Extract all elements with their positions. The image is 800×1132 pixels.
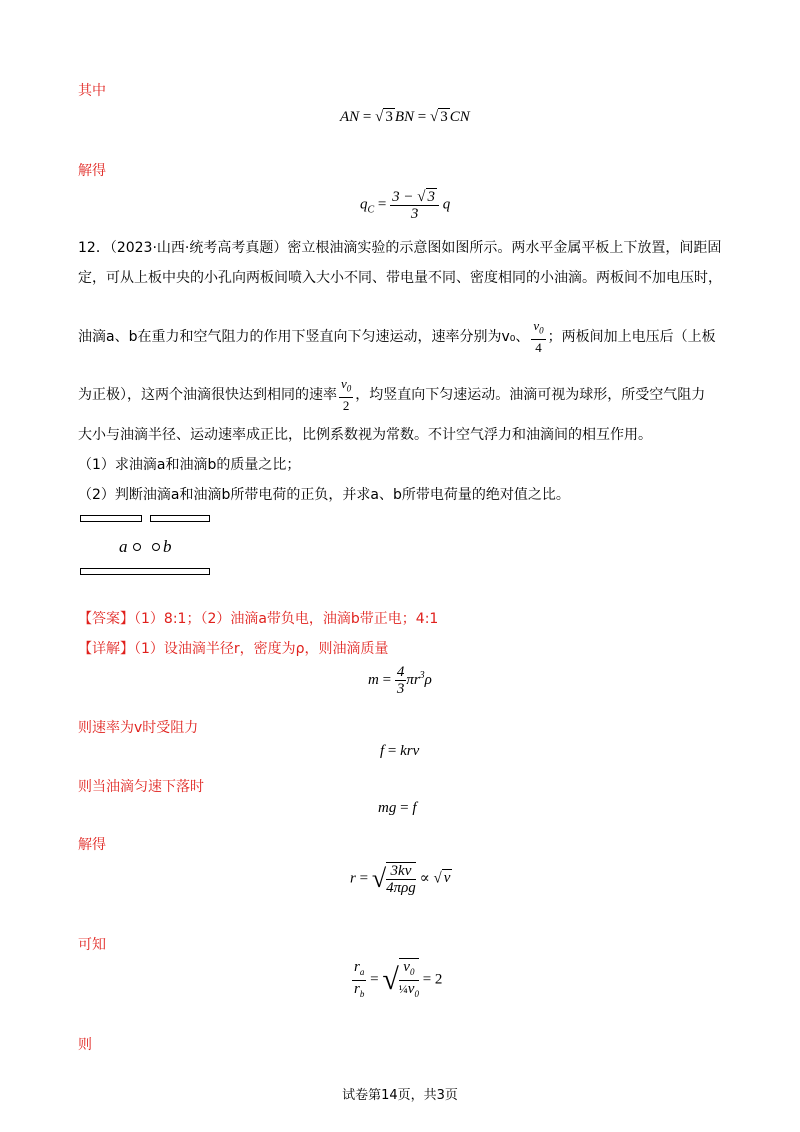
label-kezhi: 可知 xyxy=(78,937,106,953)
equation-an-bn-cn: AN = √ 3 BN = √ 3 CN xyxy=(340,109,470,125)
detail-tag: 【详解】 xyxy=(78,641,134,657)
problem-source: （2023·山西·统考高考真题） xyxy=(109,240,288,256)
label-qizhong: 其中 xyxy=(78,83,106,99)
upper-plate-left xyxy=(80,515,142,522)
equation-balance: mg = f xyxy=(378,800,417,816)
detail-text: （1）设油滴半径r，密度为ρ，则油滴质量 xyxy=(134,641,389,657)
equation-drag: f = krv xyxy=(380,743,420,759)
question-2: （2）判断油滴a和油滴b所带电荷的正负，并求a、b所带电荷量的绝对值之比。 xyxy=(78,487,570,503)
label-jiede-1: 解得 xyxy=(78,163,106,179)
lower-plate xyxy=(80,568,210,575)
problem-line-5: 大小与油滴半径、运动速率成正比，比例系数视为常数。不计空气浮力和油滴间的相互作用。 xyxy=(78,427,652,443)
page-footer: 试卷第14页，共3页 xyxy=(342,1088,458,1103)
problem-line-4: 为正极），这两个油滴很快达到相同的速率 $\frac{v_0}{2}$ ，均竖直向下匀速运动。油滴可视为球形，所受空气阻力 xyxy=(78,376,706,413)
equation-ratio: $\frac{r_a}{r_b}$ = √ $\frac{v_0}{\frac{1}{4}v_0}$ = 2 xyxy=(352,958,442,1002)
droplet-a xyxy=(133,543,141,551)
droplet-label-a: a xyxy=(119,537,128,556)
problem-line-2: 定，可从上板中央的小孔向两板间喷入大小不同、带电量不同、密度相同的小油滴。两板间不加电压时， xyxy=(78,270,722,286)
detail-line xyxy=(78,638,389,658)
label-jiede-2: 解得 xyxy=(78,837,106,853)
label-drag-force: 则速率为v时受阻力 xyxy=(78,720,199,736)
answer-line xyxy=(78,608,438,628)
droplet-b xyxy=(152,543,160,551)
problem-line-1: 12．（2023·山西·统考高考真题）密立根油滴实验的示意图如图所示。两水平金属平板上下放置，间距固 xyxy=(78,240,722,256)
answer-tag: 【答案】 xyxy=(78,611,134,627)
problem-number: 12． xyxy=(78,240,110,256)
label-ze: 则 xyxy=(78,1037,92,1053)
upper-plate-right xyxy=(150,515,210,522)
equation-radius: r = √ $\frac{3kv}{\text{4πρg}}$ ∝ √ v xyxy=(350,863,451,896)
answer-text: （1）8:1；（2）油滴a带负电，油滴b带正电；4:1 xyxy=(134,611,439,627)
droplet-label-b: b xyxy=(163,537,172,556)
problem-line-3: 油滴a、b在重力和空气阻力的作用下竖直向下匀速运动，速率分别为v₀、 $\frac{v_0}{4}$ ；两板间加上电压后（上板 xyxy=(78,318,716,355)
label-uniform-fall: 则当油滴匀速下落时 xyxy=(78,779,204,795)
question-1: （1）求油滴a和油滴b的质量之比； xyxy=(78,457,301,473)
equation-qc: $q_C$ = $\frac{3 - √ 3}{3}$ q xyxy=(360,189,451,222)
equation-mass: m = $\frac{4}{3}$ $\pi r^3\rho$ xyxy=(368,664,432,697)
